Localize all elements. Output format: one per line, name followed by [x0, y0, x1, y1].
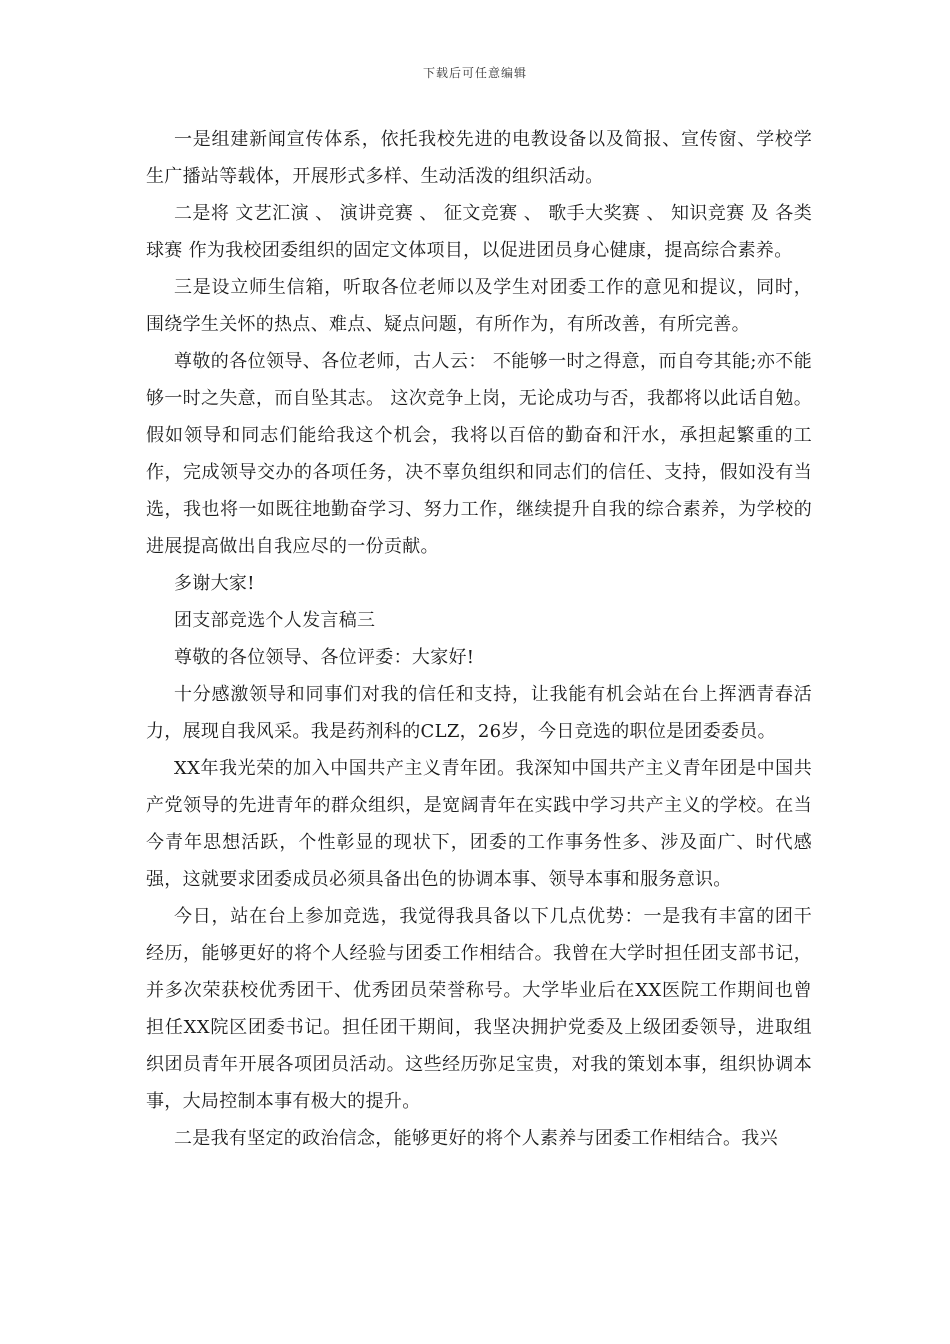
paragraph-cultural-events: 二是将 文艺汇演 、 演讲竞赛 、 征文竞赛 、 歌手大奖赛 、 知识竞赛 及 各类球赛 作为我校团委组织的固定文体项目，以促进团员身心健康，提高综合素养。: [146, 203, 812, 261]
section-title: 团支部竞选个人发言稿三: [174, 610, 376, 631]
paragraph-closing-pledge: 尊敬的各位领导、各位老师，古人云： 不能够一时之得意，而自夸其能;亦不能够一时之失意，而自坠其志。 这次竞争上岗，无论成功与否，我都将以此话自勉。假如领导和同志们能给我这个机会，我将以百倍的勤奋和汗水，承担起繁重的工作，完成领导交办的各项任务，决不辜负组织和同志们的信任、支持，假如没有当选，我也将一如既往地勤奋学习、努力工作，继续提升自我的综合素养，为学校的进展提高做出自我应尽的一份贡献。: [146, 351, 812, 557]
paragraph-advantage-belief: 二是我有坚定的政治信念，能够更好的将个人素养与团委工作相结合。我兴: [174, 1128, 778, 1149]
paragraph-advantage-experience: 今日，站在台上参加竞选，我觉得我具备以下几点优势：一是我有丰富的团干经历，能够更好的将个人经验与团委工作相结合。我曾在大学时担任团支部书记，并多次荣获校优秀团干、优秀团员荣誉称号。大学毕业后在XX医院工作期间也曾担任XX院区团委书记。担任团干期间，我坚决拥护党委及上级团委领导，进取组织团员青年开展各项团员活动。这些经历弥足宝贵，对我的策划本事，组织协调本事，大局控制本事有极大的提升。: [146, 906, 812, 1112]
paragraph-greeting: 尊敬的各位领导、各位评委：大家好!: [174, 647, 475, 668]
paragraph-publicity-system: 一是组建新闻宣传体系，依托我校先进的电教设备以及简报、宣传窗、学校学生广播站等载体，开展形式多样、生动活泼的组织活动。: [146, 129, 812, 187]
paragraph-thanks: 多谢大家!: [174, 573, 255, 594]
paragraph-mailbox: 三是设立师生信箱，听取各位老师以及学生对团委工作的意见和提议，同时，围绕学生关怀的热点、难点、疑点问题，有所作为，有所改善，有所完善。: [146, 277, 812, 335]
paragraph-league-background: XX年我光荣的加入中国共产主义青年团。我深知中国共产主义青年团是中国共产党领导的先进青年的群众组织，是宽阔青年在实践中学习共产主义的学校。在当今青年思想活跃，个性彰显的现状下，团委的工作事务性多、涉及面广、时代感强，这就要求团委成员必须具备出色的协调本事、领导本事和服务意识。: [146, 758, 812, 890]
page-header: 下载后可任意编辑: [422, 66, 527, 80]
document-body: [146, 121, 812, 1157]
paragraph-introduction: 十分感激领导和同事们对我的信任和支持，让我能有机会站在台上挥洒青春活力，展现自我风采。我是药剂科的CLZ，26岁，今日竞选的职位是团委委员。: [146, 684, 812, 742]
